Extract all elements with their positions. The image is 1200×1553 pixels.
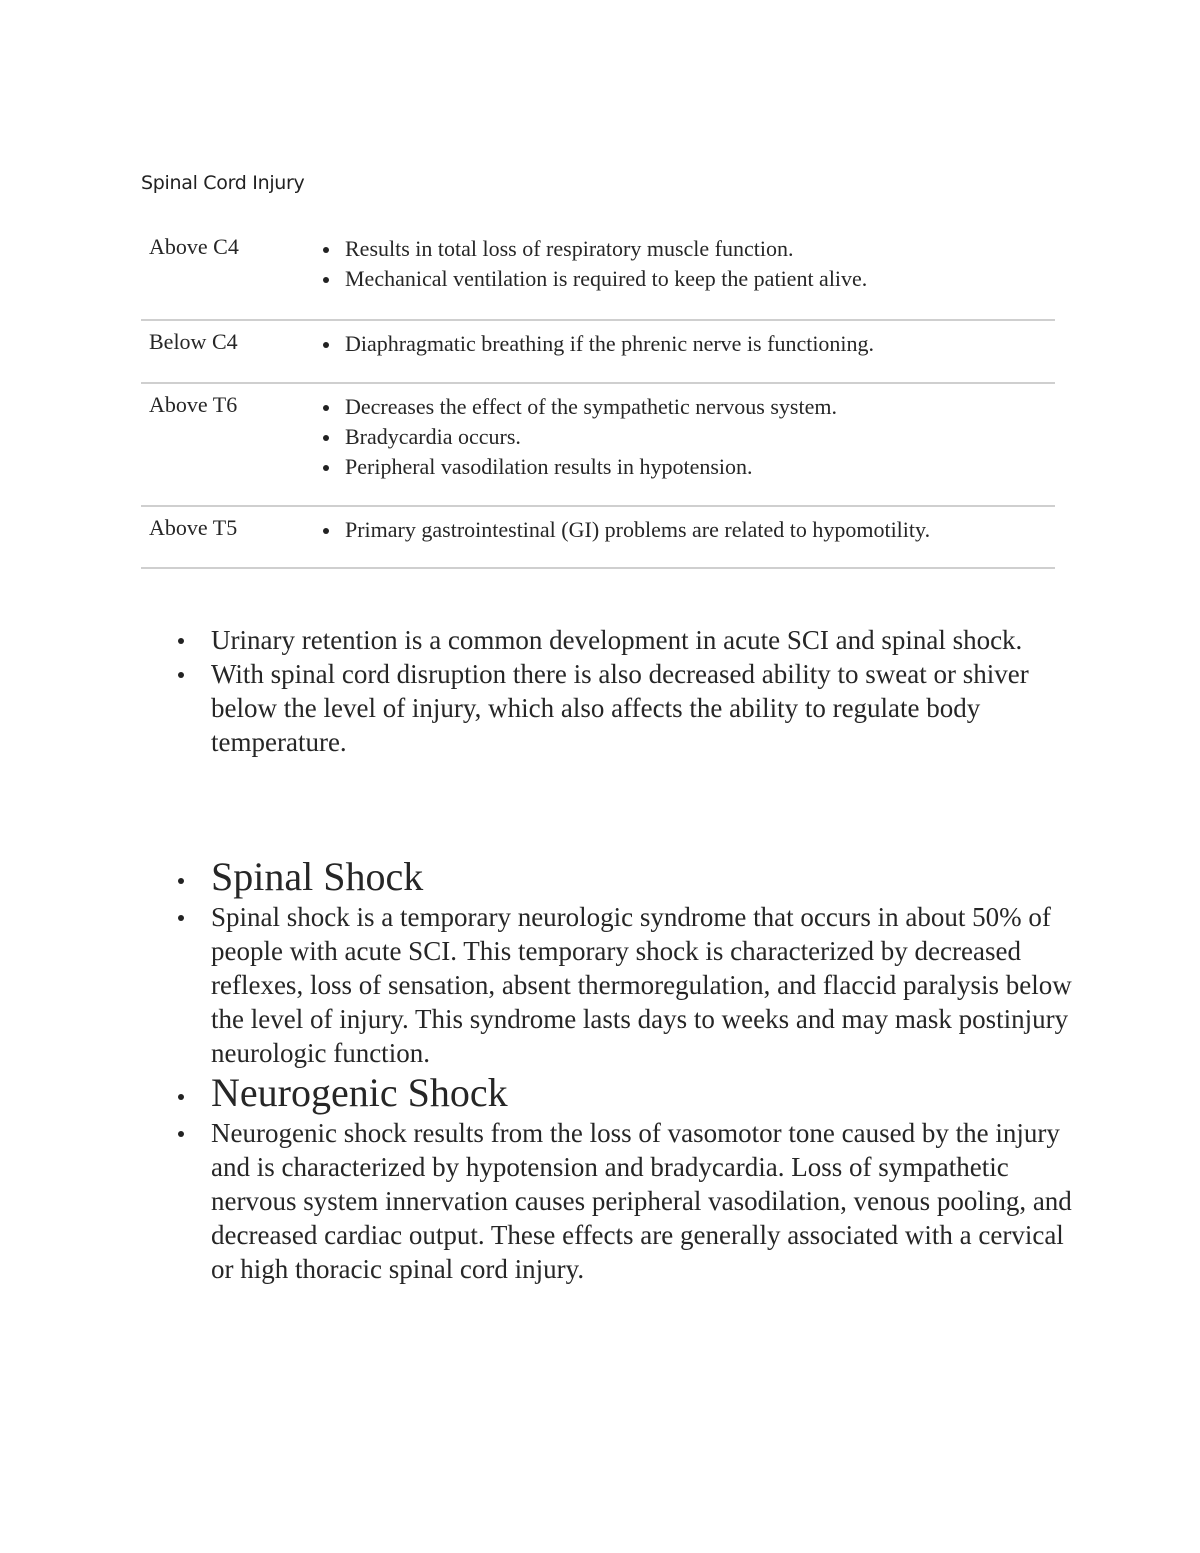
table-row: [141, 320, 1055, 383]
list-item: Diaphragmatic breathing if the phrenic nerve is functioning.: [345, 329, 1055, 359]
page-title: Spinal Cord Injury: [141, 172, 305, 194]
injury-level: Above T6: [149, 392, 238, 417]
table-row: [141, 383, 1055, 506]
list-item: Urinary retention is a common development in acute SCI and spinal shock.: [211, 623, 1072, 657]
notes-list: [172, 623, 1072, 759]
effects-list: [315, 515, 1055, 545]
shock-list: [172, 854, 1072, 1286]
notes-section: [172, 623, 1072, 759]
effects-list: [315, 234, 1055, 294]
injury-level-table: [141, 226, 1055, 569]
effects-cell: [315, 506, 1055, 568]
list-item: Peripheral vasodilation results in hypotension.: [345, 452, 1055, 482]
neurogenic-shock-heading: Neurogenic Shock: [211, 1070, 1072, 1116]
list-item: With spinal cord disruption there is also decreased ability to sweat or shiver below the level of injury, which also affects the ability to regulate body temperature.: [211, 657, 1072, 759]
list-item: Primary gastrointestinal (GI) problems are related to hypomotility.: [345, 515, 1055, 545]
spinal-shock-text: Spinal shock is a temporary neurologic syndrome that occurs in about 50% of people with acute SCI. This temporary shock is characterized by decreased reflexes, loss of sensation, absent thermoregulation, and flaccid paralysis below the level of injury. This syndrome lasts days to weeks and may mask postinjury neurologic function.: [211, 902, 1072, 1068]
effects-cell: [315, 226, 1055, 320]
effects-cell: [315, 320, 1055, 383]
list-item: Bradycardia occurs.: [345, 422, 1055, 452]
effects-list: [315, 329, 1055, 359]
shock-section: [172, 854, 1072, 1286]
injury-level: Above C4: [149, 234, 239, 259]
injury-level: Above T5: [149, 515, 238, 540]
list-item: Decreases the effect of the sympathetic nervous system.: [345, 392, 1055, 422]
effects-cell: [315, 383, 1055, 506]
table-row: [141, 226, 1055, 320]
spinal-shock-heading: Spinal Shock: [211, 854, 1072, 900]
list-item: Results in total loss of respiratory muscle function.: [345, 234, 1055, 264]
effects-list: [315, 392, 1055, 482]
neurogenic-shock-text: Neurogenic shock results from the loss of vasomotor tone caused by the injury and is characterized by hypotension and bradycardia. Loss of sympathetic nervous system innervation causes peripheral vasodilation, venous pooling, and decreased cardiac output. These effects are generally associated with a cervical or high thoracic spinal cord injury.: [211, 1118, 1072, 1284]
injury-level: Below C4: [149, 329, 238, 354]
list-item: Mechanical ventilation is required to keep the patient alive.: [345, 264, 1055, 294]
table-row: [141, 506, 1055, 568]
